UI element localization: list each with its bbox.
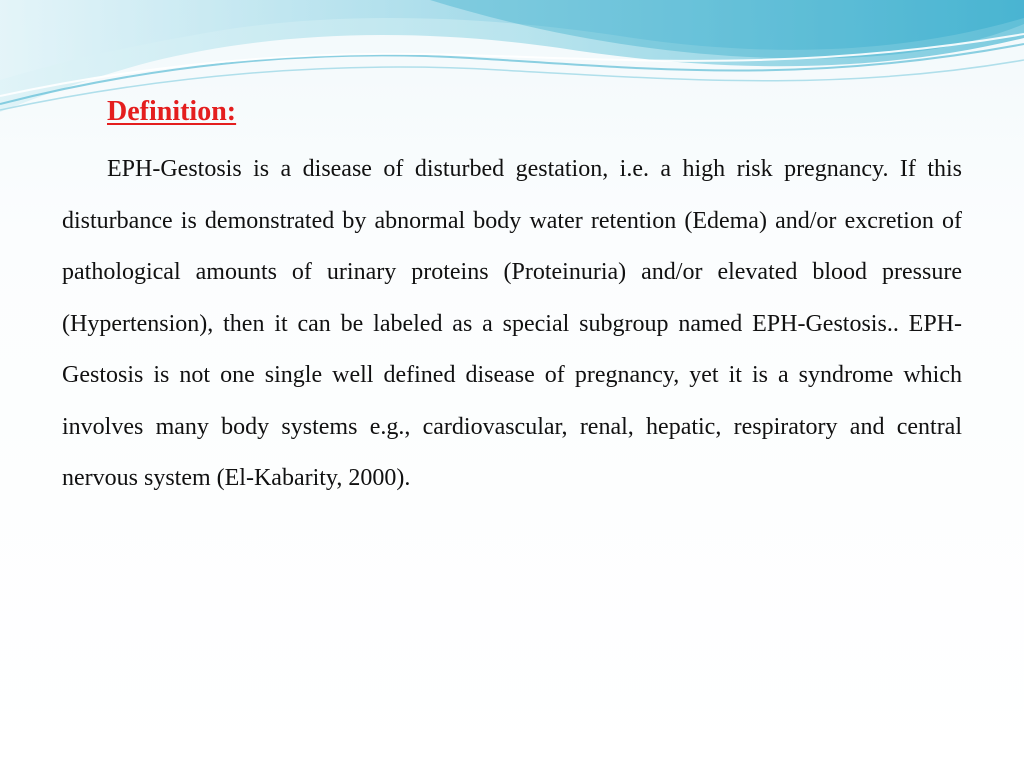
slide-title: Definition: <box>107 96 237 127</box>
definition-paragraph: EPH-Gestosis is a disease of disturbed gestation, i.e. a high risk pregnancy. If this disturbance is demonstrated by abnormal body water retention (Edema) and/or excretion of pathological amounts of urinary proteins (Proteinuria) and/or elevated blood pressure (Hypertension), then it can be labeled as a special subgroup named EPH-Gestosis.. EPH-Gestosis is not one single well defined disease of pregnancy, yet it is a syndrome which involves many body systems e.g., cardiovascular, renal, hepatic, respiratory and central nervous system (El-Kabarity, 2000). <box>62 156 962 491</box>
slide-content <box>62 92 962 505</box>
